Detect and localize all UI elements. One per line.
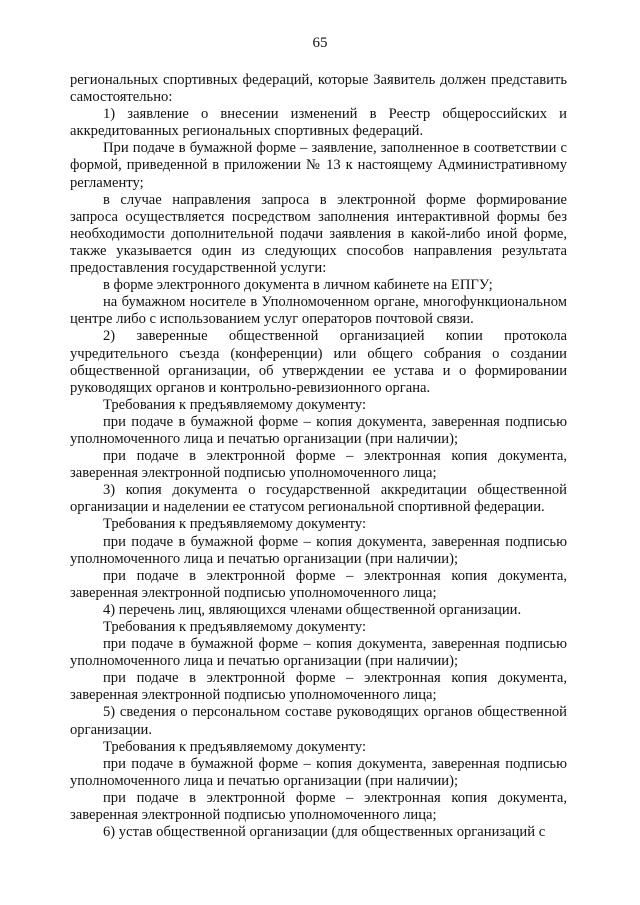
paragraph: в форме электронного документа в личном кабинете на ЕПГУ; — [103, 277, 493, 294]
paragraph: при подаче в электронной форме – электронная копия документа, заверенная электронной подписью уполномоченного лица; — [70, 670, 567, 704]
paragraph: на бумажном носителе в Уполномоченном органе, многофункциональном центре либо с использованием услуг операторов почтовой связи. — [70, 294, 567, 328]
paragraph: 6) устав общественной организации (для общественных организаций с — [103, 824, 546, 841]
paragraph: 1) заявление о внесении изменений в Реестр общероссийских и аккредитованных региональных спортивных федераций. — [70, 106, 567, 140]
paragraph: Требования к предъявляемому документу: — [103, 396, 367, 413]
paragraph: При подаче в бумажной форме – заявление, заполненное в соответствии с формой, приведенной в приложении № 13 к настоящему Административному регламенту; — [70, 140, 567, 191]
paragraph: Требования к предъявляемому документу: — [103, 738, 367, 755]
paragraph: в случае направления запроса в электронной форме формирование запроса осуществляется посредством заполнения интерактивной формы без необходимости дополнительной подачи заявления в какой-либо иной форме, также указывается один из следующих способов направления результата предоставления государственной услуги: — [70, 191, 567, 277]
paragraph: 3) копия документа о государственной аккредитации общественной организации и наделении ее статусом региональной спортивной федерации. — [70, 482, 567, 516]
page-number: 65 — [312, 35, 328, 51]
paragraph: 4) перечень лиц, являющихся членами общественной организации. — [103, 601, 522, 618]
paragraph: при подаче в бумажной форме – копия документа, заверенная подписью уполномоченного лица и печатью организации (при наличии); — [70, 636, 567, 670]
paragraph: 2) заверенные общественной организацией копии протокола учредительного съезда (конференции) или общего собрания о создании общественной организации, об утверждении ее устава и о формировании руководящих органов и контрольно-ревизионного органа. — [70, 328, 567, 396]
paragraph: Требования к предъявляемому документу: — [103, 516, 367, 533]
paragraph: 5) сведения о персональном составе руководящих органов общественной организации. — [70, 704, 567, 738]
paragraph: региональных спортивных федераций, которые Заявитель должен представить самостоятельно: — [70, 72, 567, 106]
paragraph: при подаче в бумажной форме – копия документа, заверенная подписью уполномоченного лица и печатью организации (при наличии); — [70, 533, 567, 567]
paragraph: при подаче в электронной форме – электронная копия документа, заверенная электронной подписью уполномоченного лица; — [70, 567, 567, 601]
paragraph: при подаче в бумажной форме – копия документа, заверенная подписью уполномоченного лица и печатью организации (при наличии); — [70, 755, 567, 789]
paragraph: при подаче в электронной форме – электронная копия документа, заверенная электронной подписью уполномоченного лица; — [70, 789, 567, 824]
paragraph: Требования к предъявляемому документу: — [103, 619, 367, 635]
paragraph: при подаче в бумажной форме – копия документа, заверенная подписью уполномоченного лица и печатью организации (при наличии); — [70, 413, 567, 447]
document-body — [70, 72, 567, 841]
paragraph: при подаче в электронной форме – электронная копия документа, заверенная электронной подписью уполномоченного лица; — [70, 448, 567, 482]
